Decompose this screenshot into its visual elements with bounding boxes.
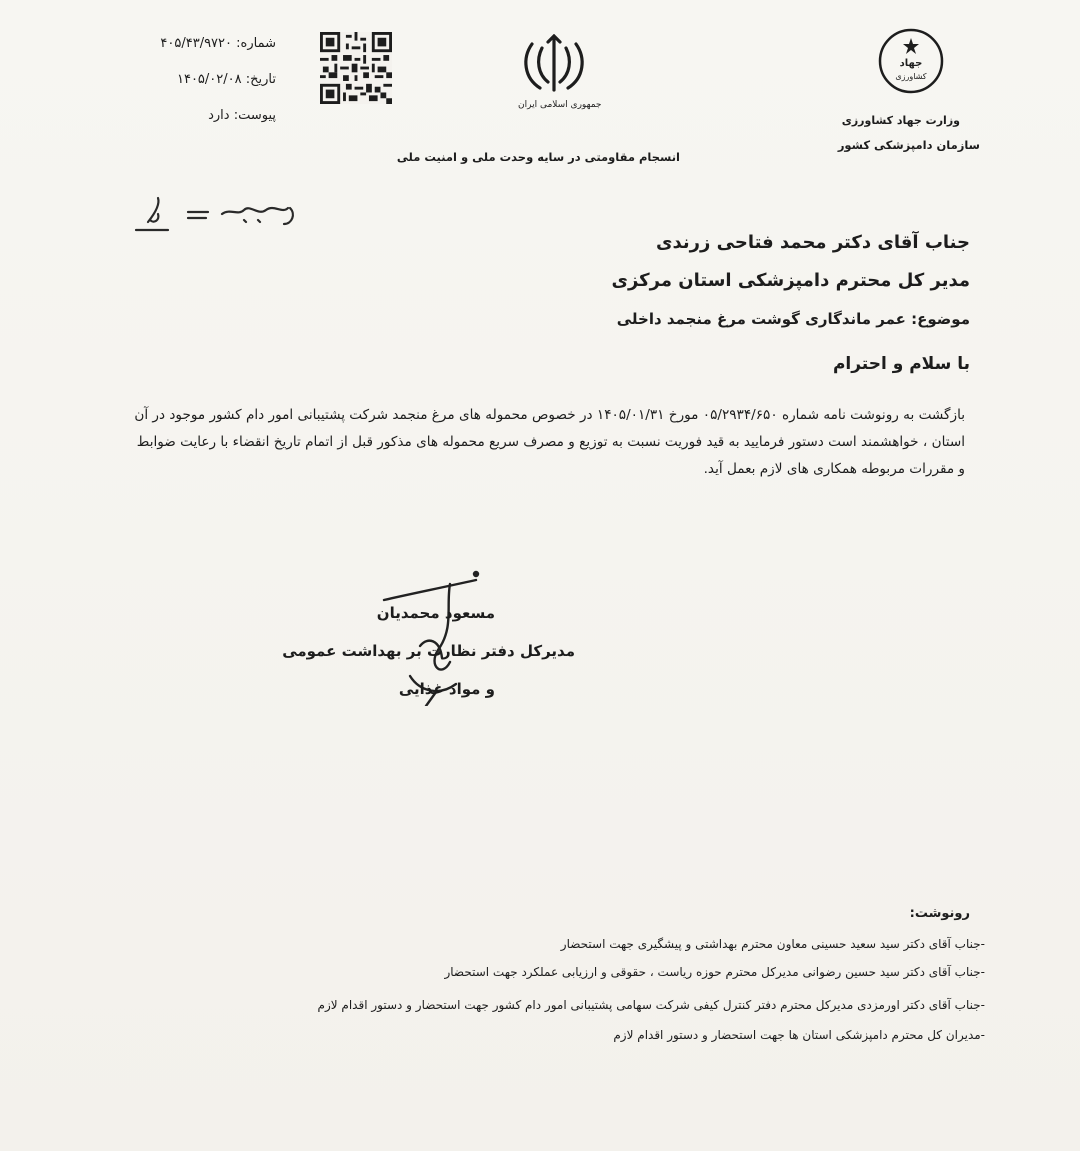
letter-number-row [126, 36, 276, 51]
cc-item: -مدیران کل محترم دامپزشکی استان ها جهت استحضار و دستور اقدام لازم [613, 1028, 985, 1042]
letter-date-label: تاریخ: [245, 72, 276, 87]
cc-item: -جناب آقای دکتر اورمزدی مدیرکل محترم دفتر کنترل کیفی شرکت سهامی پشتیبانی امور دام کشور جهت استحضار و دستور اقدام لازم [317, 998, 985, 1012]
organization-name: سازمان دامپزشکی کشور [837, 138, 980, 152]
signatory-title-line2: و مواد غذایی [398, 680, 495, 698]
letter-date-value: ۱۴۰۵/۰۲/۰۸ [176, 72, 242, 87]
qr-code [320, 32, 392, 108]
qr-code-image [320, 32, 392, 104]
logo-text-bottom: کشاورزی [895, 72, 927, 81]
letter-subject: موضوع: عمر ماندگاری گوشت مرغ منجمد داخلی [616, 310, 970, 328]
letter-attachment-value: دارد [208, 108, 230, 123]
letter-date-row [148, 72, 276, 87]
letter-number-label: شماره: [236, 36, 276, 51]
letter-number-value: ۴۰۵/۴۳/۹۷۲۰ [160, 36, 233, 51]
cc-item: -جناب آقای دکتر سید سعید حسینی معاون محترم بهداشتی و پیشگیری جهت استحضار [560, 937, 985, 951]
ministry-name: وزارت جهاد کشاورزی [841, 114, 960, 127]
handwritten-note-image [126, 190, 306, 240]
recipient-name: جناب آقای دکتر محمد فتاحی زرندی [656, 232, 970, 253]
slogan: انسجام مقاومتی در سایه وحدت ملی و امنیت ملی [396, 150, 680, 164]
logo-text-top: جهاد [899, 58, 923, 69]
letter-body: بازگشت به رونوشت نامه شماره ۰۵/۲۹۳۴/۶۵۰ مورخ ۱۴۰۵/۰۱/۳۱ در خصوص محموله های مرغ منجمد شرکت پشتیبانی امور دام کشور موجود در آن استان ، خواهشمند است دستور فرمایید به قید فوریت نسبت به توزیع و مصرف سریع محموله های مذکور قبل از اتمام تاریخ انقضاء با رعایت ضوابط و مقررات مربوطه همکاری های لازم بعمل آید. [134, 407, 965, 477]
signatory-title-line1: مدیرکل دفتر نظارت بر بهداشت عمومی [282, 642, 575, 660]
iran-emblem-icon [518, 34, 590, 96]
letter-attachment-row [176, 108, 276, 123]
ministry-logo [876, 26, 946, 96]
letter-attachment-label: پیوست: [233, 108, 276, 123]
recipient-title: مدیر کل محترم دامپزشکی استان مرکزی [611, 270, 970, 291]
republic-caption: جمهوری اسلامی ایران [518, 100, 602, 110]
greeting: با سلام و احترام [832, 354, 970, 374]
republic-emblem [518, 34, 602, 110]
signatory-name: مسعود محمدیان [376, 604, 495, 622]
handwritten-annotation [126, 190, 306, 240]
cc-title: رونوشت: [909, 906, 970, 921]
cc-item: -جناب آقای دکتر سید حسین رضوانی مدیرکل محترم حوزه ریاست ، حقوقی و ارزیابی عملکرد جهت استحضار [444, 965, 985, 979]
